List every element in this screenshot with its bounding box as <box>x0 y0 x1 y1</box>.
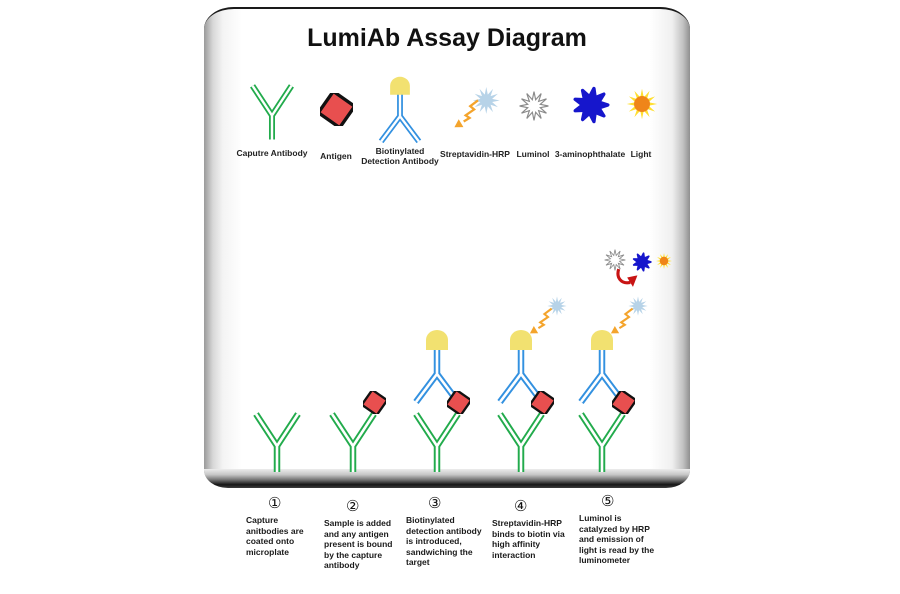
step-text-5: Luminol is catalyzed by HRP and emission of light is read by the luminometer <box>579 513 655 565</box>
step5-reaction-arrow-icon <box>616 267 641 289</box>
step3-antigen <box>447 391 470 414</box>
step5-capture-antibody <box>575 406 629 472</box>
step-text-3: Biotinylated detection antibody is introduced, sandwiching the target <box>406 515 482 567</box>
streptavidin-hrp-icon <box>448 82 504 132</box>
step-text-2: Sample is added and any antigen present is bound by the capture antibody <box>324 518 393 570</box>
luminol-icon <box>516 88 552 124</box>
step4-binding-arrow-icon <box>524 306 554 334</box>
step-number-5: ⑤ <box>601 493 615 510</box>
legend-label-luminol: Luminol <box>516 149 550 159</box>
step-number-4: ④ <box>514 498 528 515</box>
step2-capture-antibody <box>326 406 380 472</box>
light-icon <box>623 85 661 123</box>
biotinylated-detection-antibody-icon <box>374 75 426 145</box>
step3-capture-antibody <box>410 406 464 472</box>
page-title: LumiAb Assay Diagram <box>307 24 587 52</box>
step1-capture-antibody <box>250 406 304 472</box>
step2-antigen <box>363 391 386 414</box>
step5-binding-arrow-icon <box>605 306 635 334</box>
step-number-1: ① <box>268 495 282 512</box>
step-caption-3 <box>406 494 486 568</box>
legend-label-capture-antibody: Caputre Antibody <box>236 148 308 158</box>
step-text-1: Capture anitbodies are coated onto microplate <box>246 515 304 557</box>
step4-antigen <box>531 391 554 414</box>
step5-antigen <box>612 391 635 414</box>
step4-capture-antibody <box>494 406 548 472</box>
step-number-2: ② <box>346 498 360 515</box>
legend-label-aminophthalate: 3-aminophthalate <box>554 149 626 159</box>
step-caption-5 <box>579 492 661 566</box>
legend-label-biotinylated-detection-antibody: Biotinylated Detection Antibody <box>361 146 439 166</box>
step-caption-2 <box>324 497 396 571</box>
capture-antibody-icon <box>247 78 297 140</box>
step-caption-4 <box>492 497 566 560</box>
step5-light-icon <box>654 251 674 271</box>
legend-label-antigen: Antigen <box>320 151 352 161</box>
antigen-icon <box>320 93 353 126</box>
step-text-4: Streptavidin-HRP binds to biotin via high affinity interaction <box>492 518 565 560</box>
legend-label-light: Light <box>630 149 652 159</box>
aminophthalate-icon <box>570 84 612 126</box>
step-number-3: ③ <box>428 495 442 512</box>
step-caption-1 <box>246 494 312 557</box>
legend-label-streptavidin-hrp: Streptavidin-HRP <box>440 149 510 159</box>
